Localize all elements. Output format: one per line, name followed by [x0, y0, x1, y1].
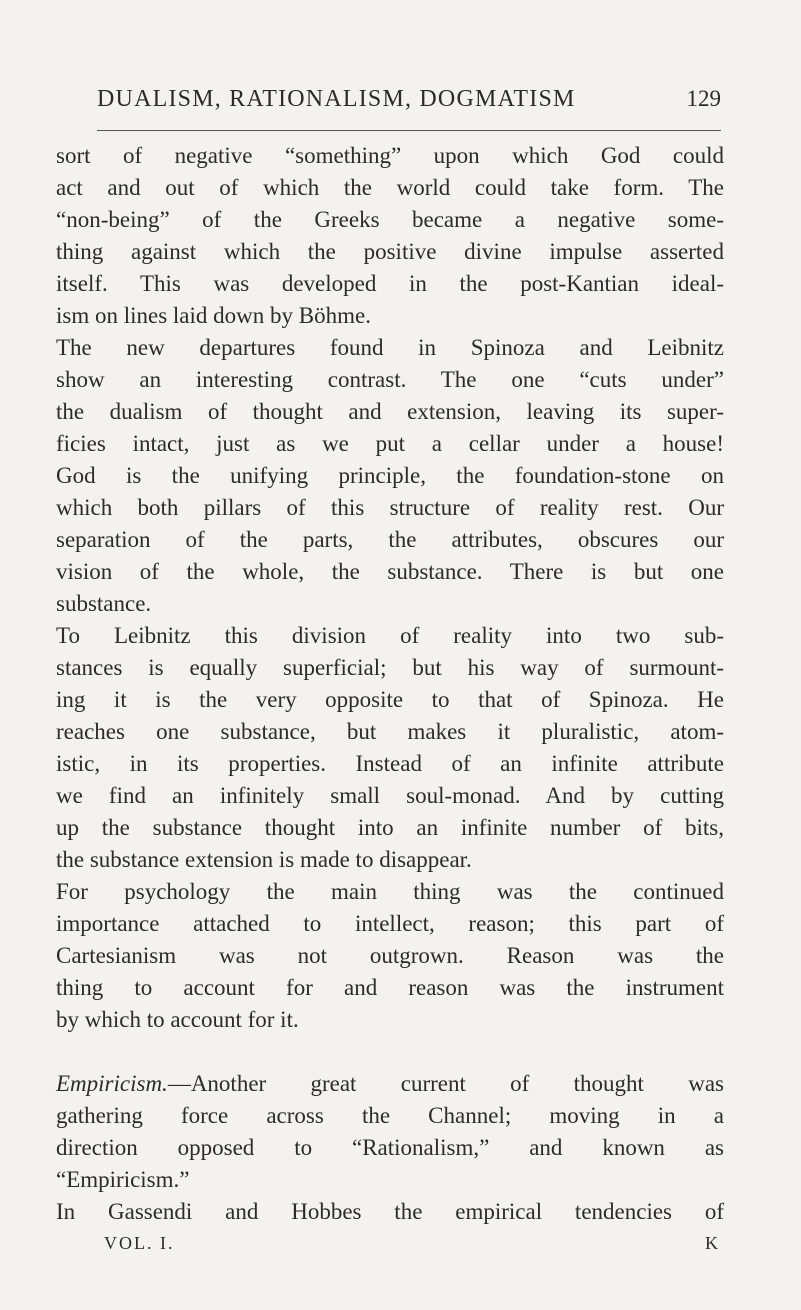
text-line: reaches one substance, but makes it pluralistic, atom-	[56, 719, 724, 744]
text-line: the dualism of thought and extension, leaving its super-	[56, 399, 724, 424]
text-line: “Empiricism.”	[56, 1167, 190, 1192]
signature-volume: VOL. I.	[104, 1233, 175, 1253]
text-line: importance attached to intellect, reason; this part of	[56, 911, 724, 936]
section-line-text: —Another great current of thought was	[167, 1071, 724, 1096]
text-line: thing against which the positive divine impulse asserted	[56, 239, 724, 264]
text-line: Cartesianism was not outgrown. Reason was the	[56, 943, 724, 968]
text-line: show an interesting contrast. The one “cuts under”	[56, 367, 724, 392]
text-line: ficies intact, just as we put a cellar under a house!	[56, 431, 724, 456]
header-rule	[97, 130, 721, 131]
text-line: God is the unifying principle, the foundation-stone on	[56, 463, 724, 488]
signature-mark: K	[705, 1233, 718, 1253]
text-line: which both pillars of this structure of reality rest. Our	[56, 495, 724, 520]
text-line: For psychology the main thing was the continued	[56, 879, 724, 904]
body-text	[56, 140, 724, 1228]
page-number: 129	[686, 86, 721, 111]
text-line: substance.	[56, 591, 152, 616]
text-line: ism on lines laid down by Böhme.	[56, 303, 371, 328]
text-line: “non-being” of the Greeks became a negative some-	[56, 207, 724, 232]
text-line: direction opposed to “Rationalism,” and known as	[56, 1135, 724, 1160]
text-line: itself. This was developed in the post-Kantian ideal-	[56, 271, 724, 296]
text-line: istic, in its properties. Instead of an infinite attribute	[56, 751, 724, 776]
text-line: vision of the whole, the substance. There is but one	[56, 559, 724, 584]
running-head	[97, 86, 721, 126]
running-title: DUALISM, RATIONALISM, DOGMATISM	[97, 86, 576, 112]
text-line: stances is equally superficial; but his way of surmount-	[56, 655, 724, 680]
text-line: act and out of which the world could take form. The	[56, 175, 724, 200]
section-gap	[56, 1036, 724, 1068]
section-heading: Empiricism.	[56, 1071, 168, 1096]
text-line: The new departures found in Spinoza and Leibnitz	[56, 335, 724, 360]
section-first-line	[56, 1068, 724, 1100]
text-line: ing it is the very opposite to that of Spinoza. He	[56, 687, 724, 712]
text-line: separation of the parts, the attributes, obscures our	[56, 527, 724, 552]
text-line: In Gassendi and Hobbes the empirical tendencies of	[56, 1199, 724, 1224]
text-line: gathering force across the Channel; moving in a	[56, 1103, 724, 1128]
text-line: we find an infinitely small soul-monad. And by cutting	[56, 783, 724, 808]
text-line: the substance extension is made to disappear.	[56, 847, 472, 872]
text-line: by which to account for it.	[56, 1007, 299, 1032]
text-line: thing to account for and reason was the instrument	[56, 975, 724, 1000]
text-line: up the substance thought into an infinite number of bits,	[56, 815, 724, 840]
text-line: To Leibnitz this division of reality into two sub-	[56, 623, 724, 648]
text-line: sort of negative “something” upon which God could	[56, 143, 724, 168]
